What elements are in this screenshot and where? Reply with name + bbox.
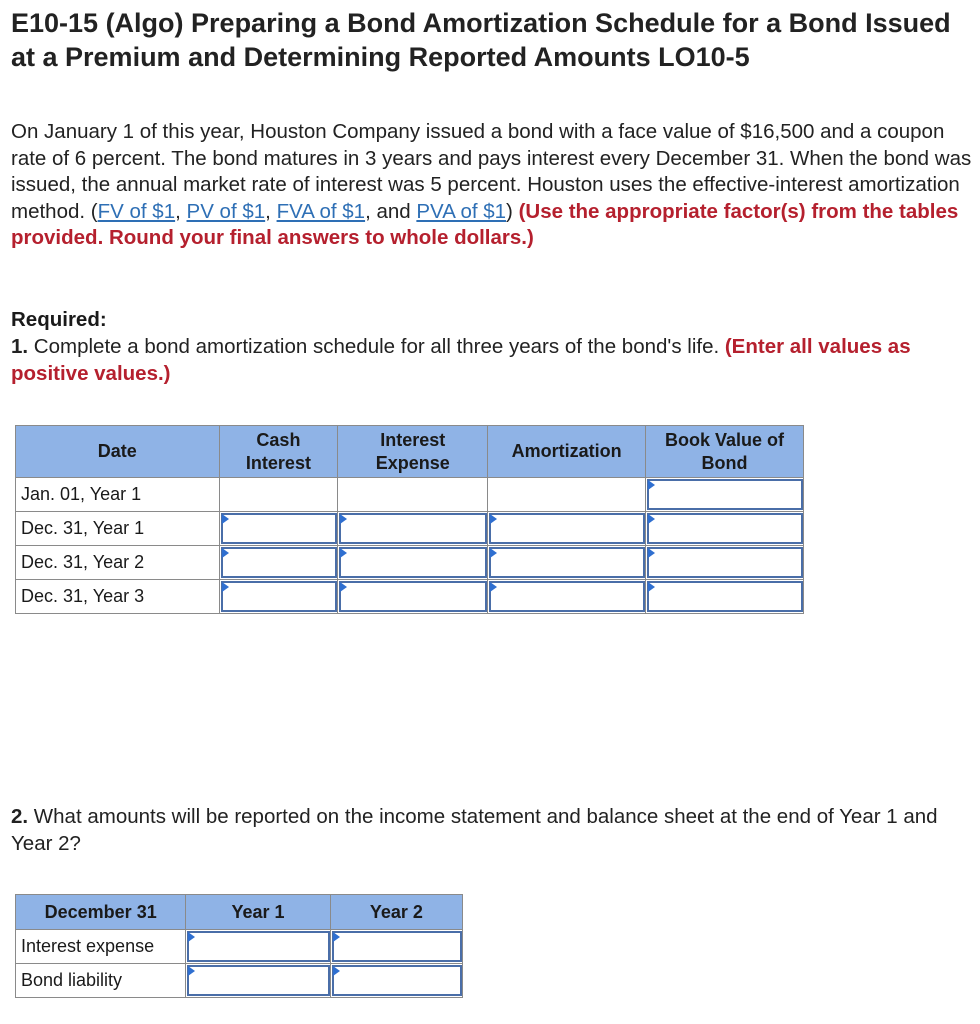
bond-liability-year2-cell <box>330 964 462 998</box>
table-row <box>16 580 804 614</box>
header-amortization: Amortization <box>488 426 646 478</box>
book-value-cell <box>646 580 804 614</box>
input-marker-icon <box>340 514 347 524</box>
header-december-31: December 31 <box>16 895 186 930</box>
row-date-label: Dec. 31, Year 1 <box>16 512 220 546</box>
book-value-cell <box>646 546 804 580</box>
table-row <box>16 546 804 580</box>
question-1-instruction: (Enter all values as positive values.) <box>11 335 911 385</box>
bond-liability-year1-input[interactable] <box>187 965 329 996</box>
amortization-input-y1[interactable] <box>489 513 645 544</box>
header-book-value-label: Book Value of Bond <box>665 429 785 473</box>
question-2 <box>11 804 976 857</box>
cash-interest-cell <box>219 580 338 614</box>
header-date: Date <box>16 426 220 478</box>
input-marker-icon <box>490 582 497 592</box>
input-marker-icon <box>648 582 655 592</box>
row-label-bond-liability: Bond liability <box>16 964 186 998</box>
link-fva-table[interactable]: FVA of $1 <box>276 199 366 223</box>
empty-cell <box>219 478 338 512</box>
link-pva-table[interactable]: PVA of $1 <box>416 199 507 223</box>
input-marker-icon <box>222 514 229 524</box>
interest-expense-cell <box>338 546 488 580</box>
interest-expense-year1-cell <box>186 930 330 964</box>
interest-expense-year2-input[interactable] <box>332 931 462 962</box>
problem-description <box>11 119 976 252</box>
required-label: Required: <box>11 308 107 331</box>
book-value-cell <box>646 478 804 512</box>
separator: , and <box>365 199 417 223</box>
input-marker-icon <box>333 966 340 976</box>
table-row <box>16 512 804 546</box>
input-marker-icon <box>490 548 497 558</box>
reported-amounts-table <box>15 894 463 998</box>
cash-interest-input-y2[interactable] <box>221 547 338 578</box>
amortization-cell <box>488 546 646 580</box>
interest-expense-input-y2[interactable] <box>339 547 487 578</box>
amortization-input-y3[interactable] <box>489 581 645 612</box>
interest-expense-cell <box>338 580 488 614</box>
separator: , <box>265 199 277 223</box>
input-marker-icon <box>188 966 195 976</box>
question-1 <box>11 334 976 387</box>
header-book-value <box>646 426 804 478</box>
input-marker-icon <box>340 548 347 558</box>
question-1-text: Complete a bond amortization schedule for all three years of the bond's life. <box>28 335 725 358</box>
page-title: E10-15 (Algo) Preparing a Bond Amortization Schedule for a Bond Issued at a Premium and Determining Reported Amounts LO10-5 <box>11 8 951 72</box>
book-value-input-y3[interactable] <box>647 581 803 612</box>
link-fv-table[interactable]: FV of $1 <box>97 199 176 223</box>
row-date-label: Dec. 31, Year 2 <box>16 546 220 580</box>
question-2-text: What amounts will be reported on the income statement and balance sheet at the end of Year 1 and Year 2? <box>11 805 938 855</box>
input-marker-icon <box>222 548 229 558</box>
bond-liability-year1-cell <box>186 964 330 998</box>
header-interest-expense <box>338 426 488 478</box>
header-cash-interest <box>219 426 338 478</box>
row-date-label: Jan. 01, Year 1 <box>16 478 220 512</box>
book-value-input-y2[interactable] <box>647 547 803 578</box>
input-marker-icon <box>648 480 655 490</box>
interest-expense-input-y1[interactable] <box>339 513 487 544</box>
intro-text: On January 1 of this year, Houston Company issued a bond with a face value of $16,500 and a coupon rate of 6 percent. The bond matures in 3 years and pays interest every December 31. When the bond was issued, the annual market rate of interest was 5 percent. Houston uses the effective-interest amortization method. ( <box>11 120 972 223</box>
amortization-cell <box>488 512 646 546</box>
table-header-row <box>16 426 804 478</box>
book-value-cell <box>646 512 804 546</box>
book-value-input-jan1-y1[interactable] <box>647 479 803 510</box>
interest-expense-year2-cell <box>330 930 462 964</box>
input-marker-icon <box>188 932 195 942</box>
row-date-label: Dec. 31, Year 3 <box>16 580 220 614</box>
row-label-interest-expense: Interest expense <box>16 930 186 964</box>
interest-expense-year1-input[interactable] <box>187 931 329 962</box>
table-header-row <box>16 895 463 930</box>
empty-cell <box>488 478 646 512</box>
link-pv-table[interactable]: PV of $1 <box>186 199 266 223</box>
empty-cell <box>338 478 488 512</box>
amortization-cell <box>488 580 646 614</box>
amortization-input-y2[interactable] <box>489 547 645 578</box>
table-row <box>16 964 463 998</box>
input-marker-icon <box>490 514 497 524</box>
question-1-number: 1. <box>11 335 29 358</box>
input-marker-icon <box>222 582 229 592</box>
header-year-2: Year 2 <box>330 895 462 930</box>
cash-interest-input-y3[interactable] <box>221 581 338 612</box>
cash-interest-input-y1[interactable] <box>221 513 338 544</box>
header-year-1: Year 1 <box>186 895 330 930</box>
question-2-number: 2. <box>11 805 29 828</box>
amortization-schedule-table <box>15 425 804 614</box>
input-marker-icon <box>648 548 655 558</box>
interest-expense-cell <box>338 512 488 546</box>
book-value-input-y1[interactable] <box>647 513 803 544</box>
close-paren: ) <box>506 199 519 223</box>
interest-expense-input-y3[interactable] <box>339 581 487 612</box>
bond-liability-year2-input[interactable] <box>332 965 462 996</box>
rounding-instruction: (Use the appropriate factor(s) from the tables provided. Round your final answers to whole dollars.) <box>11 199 959 249</box>
input-marker-icon <box>648 514 655 524</box>
table-row <box>16 930 463 964</box>
separator: , <box>175 199 187 223</box>
cash-interest-cell <box>219 546 338 580</box>
header-cash-interest-label: Cash Interest <box>245 429 311 473</box>
header-interest-expense-label: Interest Expense <box>375 429 450 473</box>
table-row <box>16 478 804 512</box>
input-marker-icon <box>340 582 347 592</box>
input-marker-icon <box>333 932 340 942</box>
cash-interest-cell <box>219 512 338 546</box>
